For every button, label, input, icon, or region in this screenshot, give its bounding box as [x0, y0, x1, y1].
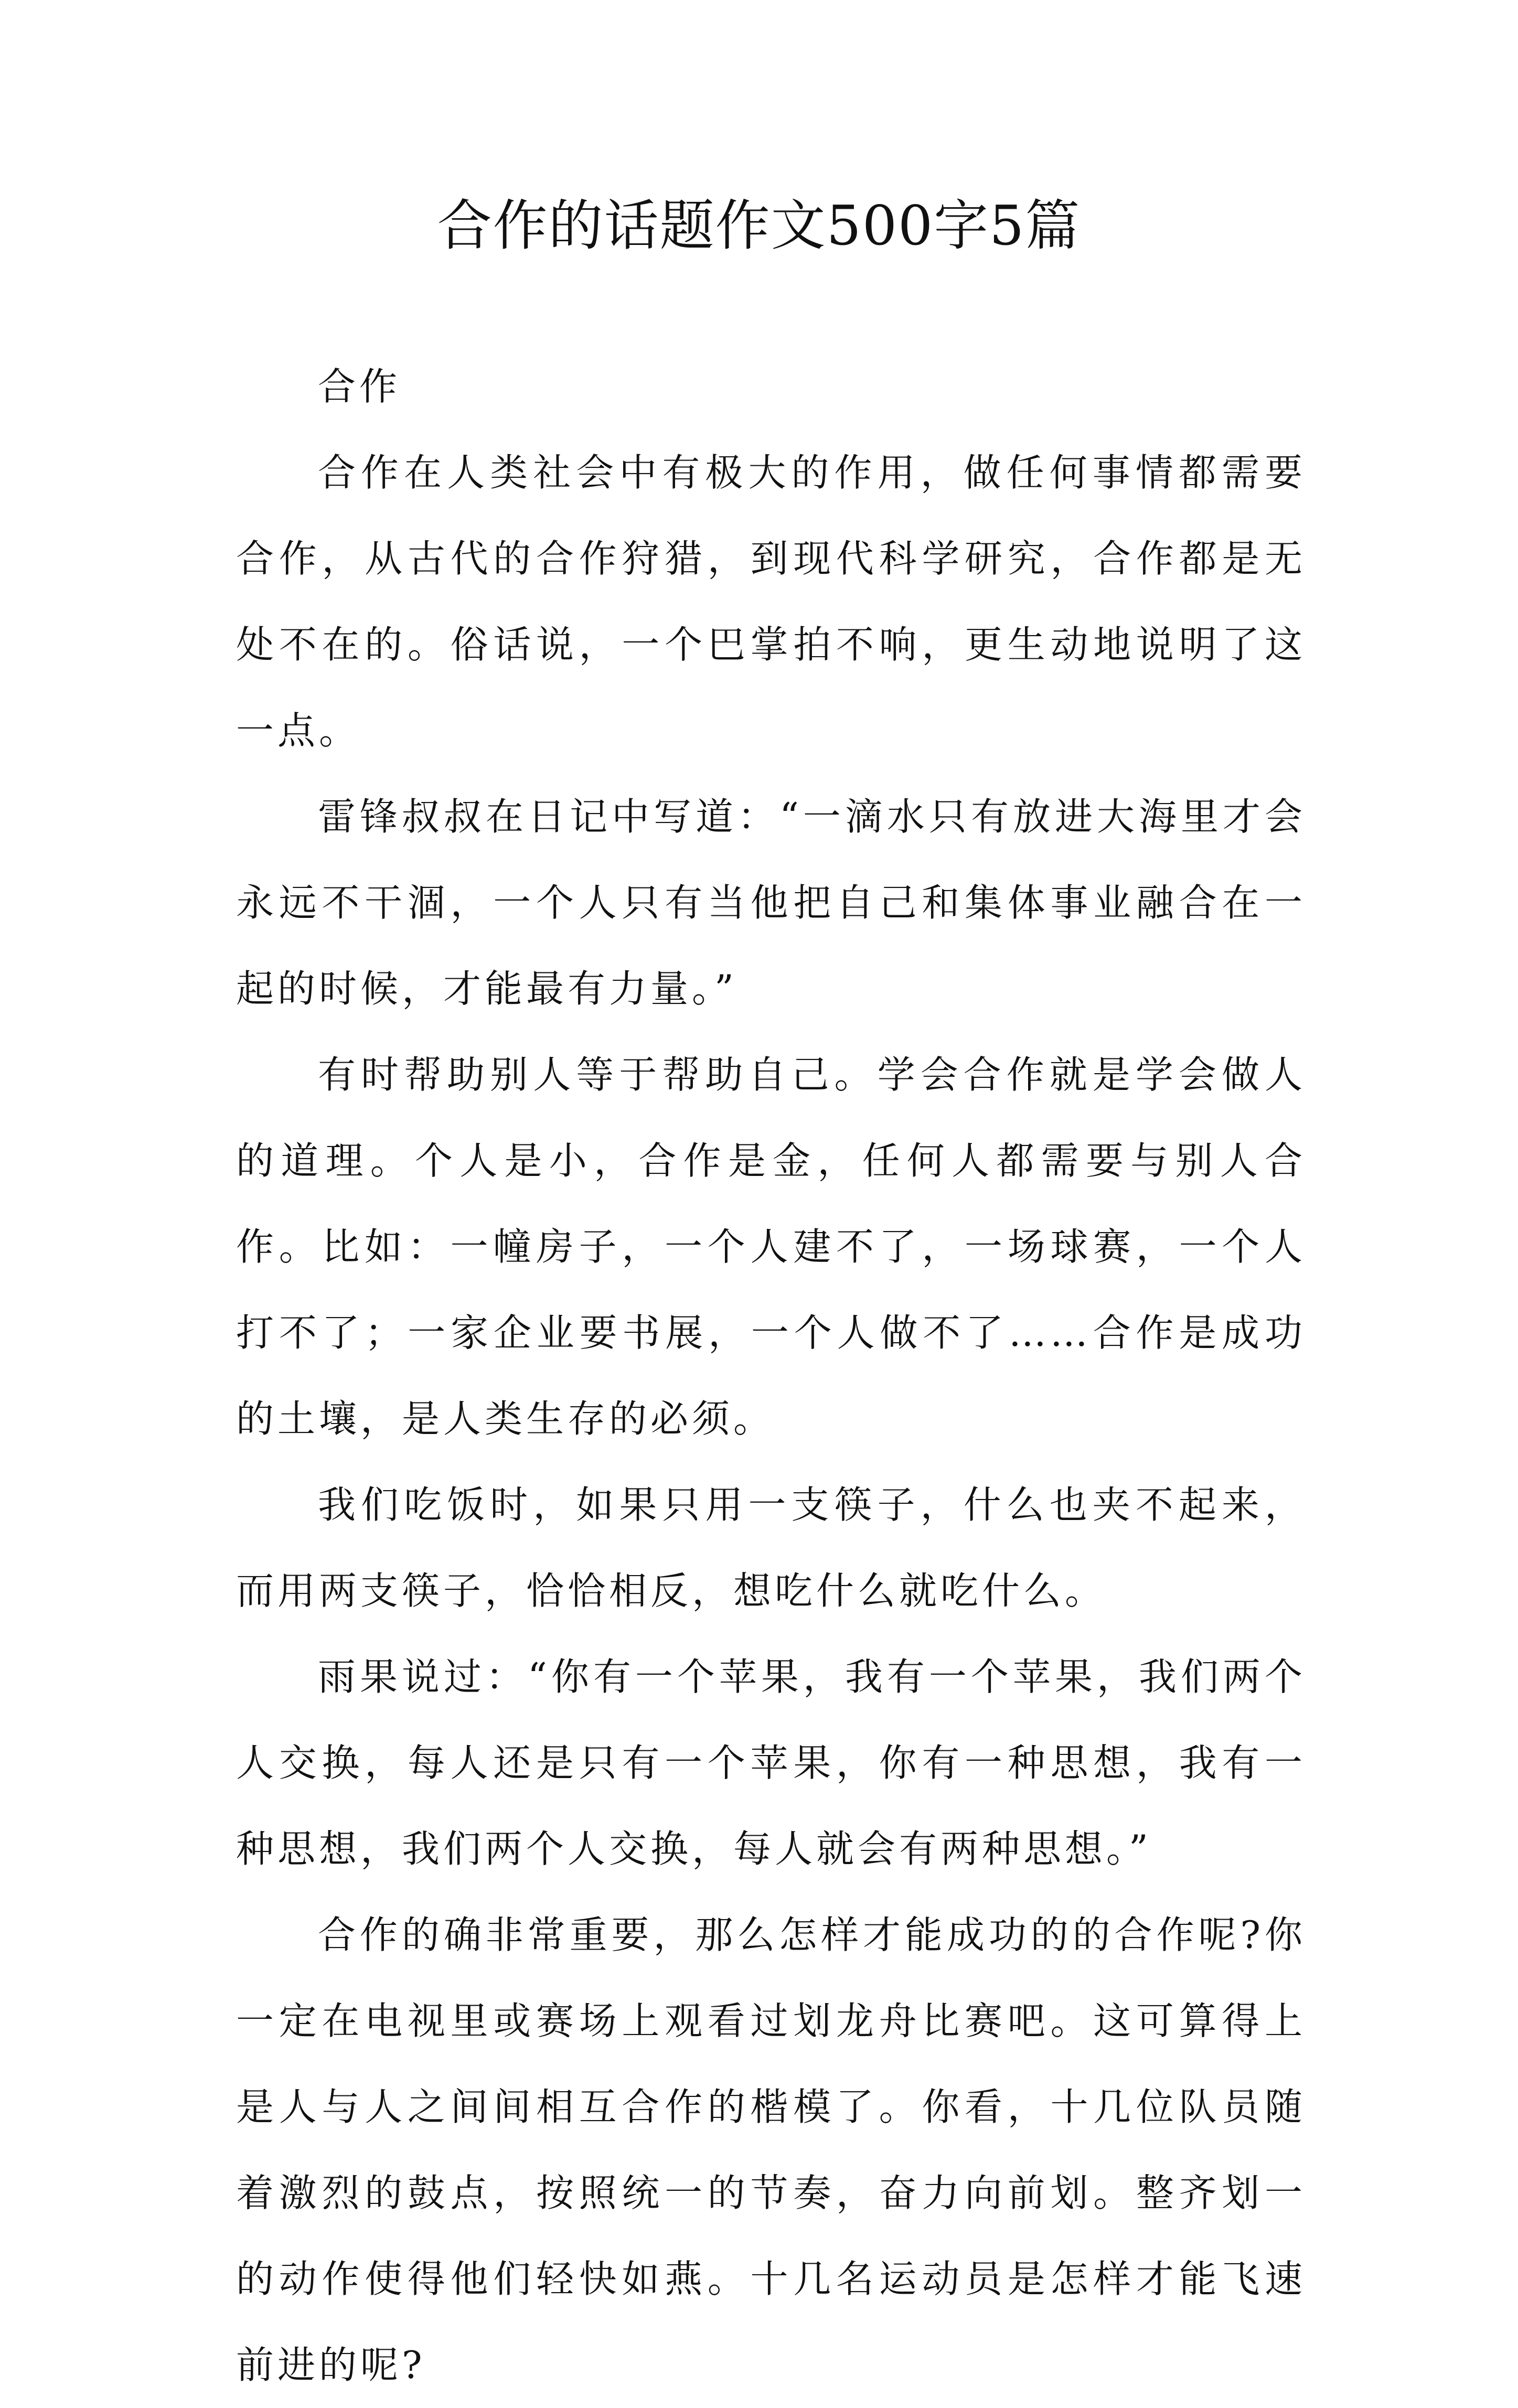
document-body [236, 344, 1306, 2408]
paragraph: 我们吃饭时，如果只用一支筷子，什么也夹不起来，而用两支筷子，恰恰相反，想吃什么就吃什么。 [236, 1483, 1306, 1613]
paragraph: 雨果说过：“你有一个苹果，我有一个苹果，我们两个人交换，每人还是只有一个苹果，你有一种思想，我有一种思想，我们两个人交换，每人就会有两种思想。” [236, 1655, 1306, 1871]
paragraph-heading: 合作 [318, 365, 401, 409]
paragraph: 有时帮助别人等于帮助自己。学会合作就是学会做人的道理。个人是小，合作是金，任何人都需要与别人合作。比如：一幢房子，一个人建不了，一场球赛，一个人打不了；一家企业要书展，一个人做不了……合作是成功的土壤，是人类生存的必须。 [236, 1053, 1306, 1441]
paragraph: 雷锋叔叔在日记中写道：“一滴水只有放进大海里才会永远不干涸，一个人只有当他把自己和集体事业融合在一起的时候，才能最有力量。” [236, 795, 1306, 1011]
paragraph: 合作的确非常重要，那么怎样才能成功的的合作呢?你一定在电视里或赛场上观看过划龙舟比赛吧。这可算得上是人与人之间间相互合作的楷模了。你看，十几位队员随着激烈的鼓点，按照统一的节奏，奋力向前划。整齐划一的动作使得他们轻快如燕。十几名运动员是怎样才能飞速前进的呢? [236, 1913, 1306, 2387]
paragraph: 合作在人类社会中有极大的作用，做任何事情都需要合作，从古代的合作狩猎，到现代科学研究，合作都是无处不在的。俗话说，一个巴掌拍不响，更生动地说明了这一点。 [236, 451, 1306, 753]
document-title: 合作的话题作文500字5篇 [437, 194, 1081, 258]
